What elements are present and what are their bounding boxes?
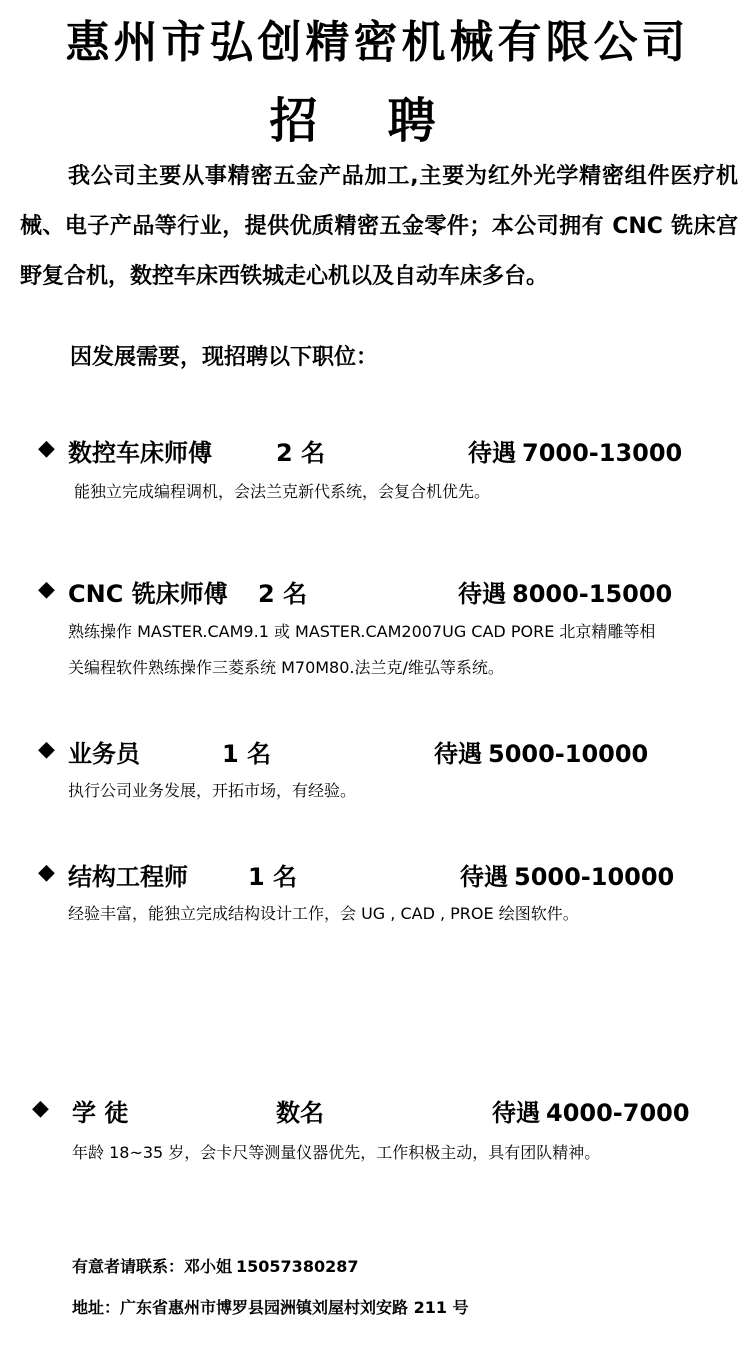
diamond-bullet-icon: ◆ [38, 577, 55, 602]
job-title: CNC 铣床师傅 [68, 580, 228, 608]
job-pay [460, 857, 674, 892]
diamond-bullet-icon: ◆ [38, 737, 55, 762]
job-description-line: 能独立完成编程调机，会法兰克新代系统，会复合机优先。 [74, 482, 491, 501]
job-description-line: 年龄 18~35 岁，会卡尺等测量仪器优先，工作积极主动，具有团队精神。 [72, 1143, 601, 1162]
contact-phone: 15057380287 [236, 1257, 359, 1276]
pay-label: 待遇 [434, 740, 482, 768]
pay-range: 4000-7000 [546, 1099, 690, 1127]
contact-label: 有意者请联系：邓小姐 [72, 1257, 233, 1276]
job-description-line: 关编程软件熟练操作三菱系统 M70M80.法兰克/维弘等系统。 [68, 658, 504, 677]
pay-range: 7000-13000 [522, 439, 683, 467]
contact-address: 地址：广东省惠州市博罗县园洲镇刘屋村刘安路 211 号 [72, 1298, 469, 1317]
pay-range: 8000-15000 [512, 580, 673, 608]
job-headcount: 2 名 [258, 580, 308, 608]
job-title: 学 徒 [72, 1099, 129, 1127]
pay-range: 5000-10000 [488, 740, 649, 768]
pay-label: 待遇 [468, 439, 516, 467]
job-headcount: 2 名 [276, 439, 326, 467]
job-title: 业务员 [68, 740, 140, 768]
job-title: 结构工程师 [68, 863, 188, 891]
job-pay [434, 734, 648, 769]
pay-label: 待遇 [460, 863, 508, 891]
job-pay [468, 433, 682, 468]
pay-label: 待遇 [492, 1099, 540, 1127]
diamond-bullet-icon: ◆ [38, 860, 55, 885]
diamond-bullet-icon: ◆ [38, 436, 55, 461]
job-description-line: 熟练操作 MASTER.CAM9.1 或 MASTER.CAM2007UG CAD PORE 北京精雕等相 [68, 622, 656, 641]
pay-range: 5000-10000 [514, 863, 675, 891]
job-description-line: 经验丰富，能独立完成结构设计工作，会 UG , CAD , PROE 绘图软件。 [68, 904, 579, 923]
job-pay [458, 574, 672, 609]
company-intro: 我公司主要从事精密五金产品加工,主要为红外光学精密组件医疗机械、电子产品等行业，提供优质精密五金零件；本公司拥有 CNC 铣床宫野复合机，数控车床西铁城走心机以及自动车床多台。 [20, 164, 738, 289]
job-headcount: 1 名 [222, 740, 272, 768]
job-pay [492, 1093, 690, 1128]
contact-person [72, 1254, 358, 1277]
job-headcount: 1 名 [248, 863, 298, 891]
positions-heading: 因发展需要，现招聘以下职位： [70, 345, 379, 370]
job-headcount: 数名 [276, 1099, 324, 1127]
recruit-heading: 招聘 [269, 93, 506, 149]
job-title: 数控车床师傅 [68, 439, 212, 467]
pay-label: 待遇 [458, 580, 506, 608]
job-description-line: 执行公司业务发展，开拓市场，有经验。 [68, 781, 357, 800]
company-name: 惠州市弘创精密机械有限公司 [65, 17, 690, 68]
diamond-bullet-icon: ◆ [32, 1096, 49, 1121]
